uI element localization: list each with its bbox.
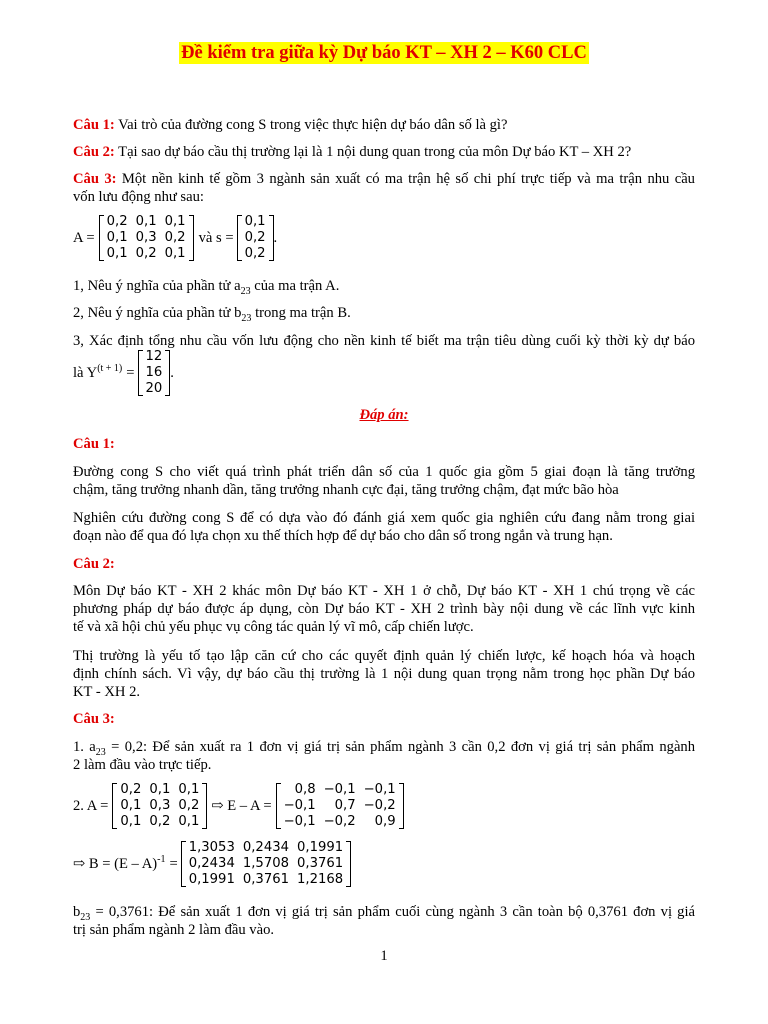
matrix-equation-B: ⇨ B = (E – A) $^{-1}$ = 1,3053 0,2434 0,1991 0,2434 1,5708 0,3761 0,1991 0,3761 1,2168	[73, 840, 351, 888]
matrix-cell: 0,2434	[242, 840, 289, 855]
matrix-cell: 0,2	[244, 230, 266, 245]
matrix-A	[99, 214, 194, 262]
matrix-cell: 0,3761	[242, 872, 289, 887]
answer-2-p2-line-2: định chính sách. Vì vậy, dự báo cầu thị trường là 1 nội dung quan trọng nằm trong học phần Dự báo	[73, 666, 695, 682]
answer-1-label: Câu 1:	[73, 436, 115, 452]
matrix-cell: −0,1	[363, 782, 396, 797]
matrix-E-minus-A	[276, 782, 404, 830]
matrix-cell: 12	[145, 349, 163, 364]
matrix-cell: −0,2	[363, 798, 396, 813]
answer-1-p2-line-1: Nghiên cứu đường cong S để có dựa vào đó đánh giá xem quốc gia nghiên cứu đang nằm trong giai	[73, 510, 695, 526]
matrix-s	[237, 214, 274, 262]
matrix-cell: 0,3	[135, 230, 157, 245]
matrix-cell: 0,2434	[188, 856, 235, 871]
matrix-B	[181, 840, 351, 888]
answer-2-p1-line-1: Môn Dự báo KT - XH 2 khác môn Dự báo KT - XH 1 ở chỗ, Dự báo KT - XH 1 chú trọng về các	[73, 583, 695, 599]
matrix-cell: 1,3053	[188, 840, 235, 855]
answer-1-p1-line-2: chậm, tăng trưởng nhanh dần, tăng trưởng nhanh cực đại, tăng trưởng chậm, đạt mức bão hòa	[73, 482, 619, 498]
matrix-cell: 0,1	[149, 782, 171, 797]
matrix-equation-A-s: A = 0,2 0,1 0,1 0,1 0,3 0,2 0,1 0,2 0,1 và s = 0,1 0,2 0,2 .	[73, 214, 278, 261]
answer-2-p2-line-3: KT - XH 2.	[73, 684, 141, 700]
matrix-cell: 0,1	[244, 214, 266, 229]
question-3-line-2: vốn lưu động như sau:	[73, 189, 204, 205]
matrix-cell: 0,1	[135, 214, 157, 229]
answer-1-p1-line-1: Đường cong S cho viết quá trình phát triển dân số của 1 quốc gia gồm 5 giai đoạn là tăng trưởng	[73, 464, 695, 480]
matrix-cell: 0,3	[149, 798, 171, 813]
matrix-cell: 0,2	[164, 230, 186, 245]
matrix-equation-E-A: 2. A = 0,2 0,1 0,1 0,1 0,3 0,2 0,1 0,2 0,1 ⇨ E – A = 0,8 −0,1 −0,1 −0,1 0,7 −0,2 −0,1 −0,2 0,9	[73, 782, 404, 830]
question-3-part-3: 3, Xác định tổng nhu cầu vốn lưu động cho nền kinh tế biết ma trận tiêu dùng cuối kỳ thời kỳ dự báo	[73, 333, 695, 349]
matrix-A-answer	[112, 782, 207, 830]
answer-heading: Đáp án:	[359, 407, 409, 423]
matrix-equation-Y: là Y $^{(t + 1)}$ = 12 16 20 .	[73, 349, 174, 396]
matrix-cell: −0,2	[323, 814, 356, 829]
matrix-cell: 0,1	[106, 230, 128, 245]
matrix-cell: 0,2	[178, 798, 200, 813]
question-2: Câu 2: Tại sao dự báo cầu thị trường lại là 1 nội dung quan trong của môn Dự báo KT – XH 2?	[73, 144, 632, 160]
answer-3-step-1-line-2: 2 làm đầu vào trực tiếp.	[73, 757, 212, 773]
question-1: Câu 1: Vai trò của đường cong S trong việc thực hiện dự báo dân số là gì?	[73, 117, 508, 133]
matrix-cell: 0,3761	[297, 856, 344, 871]
matrix-cell: 0,1	[164, 214, 186, 229]
matrix-cell: −0,1	[283, 798, 316, 813]
matrix-cell: 0,1	[106, 246, 128, 261]
question-3-part-1: 1, Nêu ý nghĩa của phần tử $a_{23}$ của ma trận A.	[73, 278, 340, 297]
matrix-cell: 0,2	[120, 782, 142, 797]
answer-3-b23-line-1: $b_{23} = 0,3761$: Để sản xuất 1 đơn vị giá trị sản phẩm cuối cùng ngành 3 cần toàn bộ 0,3761 đơn vị giá	[73, 904, 696, 923]
answer-2-p2-line-1: Thị trường là yếu tố tạo lập căn cứ cho các quyết định quản lý chiến lược, kế hoạch hóa và hoạch	[73, 648, 695, 664]
matrix-cell: 0,1991	[188, 872, 235, 887]
matrix-cell: 0,1991	[297, 840, 344, 855]
answer-2-p1-line-3: tế và xã hội chủ yếu phục vụ công tác quản lý vĩ mô, cấp chiến lược.	[73, 619, 474, 635]
matrix-cell: 16	[145, 365, 163, 380]
matrix-cell: 0,9	[374, 814, 396, 829]
answer-3-label: Câu 3:	[73, 711, 115, 727]
answer-3-b23-line-2: trị sản phẩm ngành 2 làm đầu vào.	[73, 922, 275, 938]
matrix-cell: 1,5708	[242, 856, 289, 871]
matrix-cell: −0,1	[323, 782, 356, 797]
answer-2-label: Câu 2:	[73, 556, 115, 572]
matrix-Y	[138, 349, 171, 397]
matrix-cell: 0,1	[120, 814, 142, 829]
matrix-cell: 20	[145, 381, 163, 396]
matrix-cell: 0,2	[149, 814, 171, 829]
matrix-cell: 0,8	[294, 782, 316, 797]
matrix-cell: 0,1	[164, 246, 186, 261]
matrix-cell: 0,1	[178, 782, 200, 797]
matrix-cell: 0,2	[106, 214, 128, 229]
matrix-cell: −0,1	[283, 814, 316, 829]
question-3-line-1: Câu 3: Một nền kinh tế gồm 3 ngành sản xuất có ma trận hệ số chi phí trực tiếp và ma trận nhu cầu	[73, 171, 695, 187]
answer-1-p2-line-2: đoạn nào để qua đó lựa chọn xu thế thích hợp để dự báo cho dân số trong ngắn và trung hạn.	[73, 528, 613, 544]
question-3-part-2: 2, Nêu ý nghĩa của phần tử $b_{23}$ trong ma trận B.	[73, 305, 351, 324]
matrix-cell: 0,2	[135, 246, 157, 261]
matrix-cell: 1,2168	[297, 872, 344, 887]
answer-2-p1-line-2: phương pháp dự báo được áp dụng, còn Dự báo KT - XH 2 trình bày nội dung về các lĩnh vực kinh	[73, 601, 695, 617]
exam-title: Đề kiểm tra giữa kỳ Dự báo KT – XH 2 – K60 CLC	[181, 43, 587, 63]
matrix-cell: 0,1	[120, 798, 142, 813]
matrix-cell: 0,2	[244, 246, 266, 261]
matrix-cell: 0,1	[178, 814, 200, 829]
matrix-cell: 0,7	[334, 798, 356, 813]
page-number: 1	[380, 948, 388, 964]
answer-3-step-1-line-1: 1. $a_{23} = 0,2$: Để sản xuất ra 1 đơn vị giá trị sản phẩm ngành 3 cần 0,2 đơn vị giá trị sản phẩm ngành	[73, 739, 696, 758]
